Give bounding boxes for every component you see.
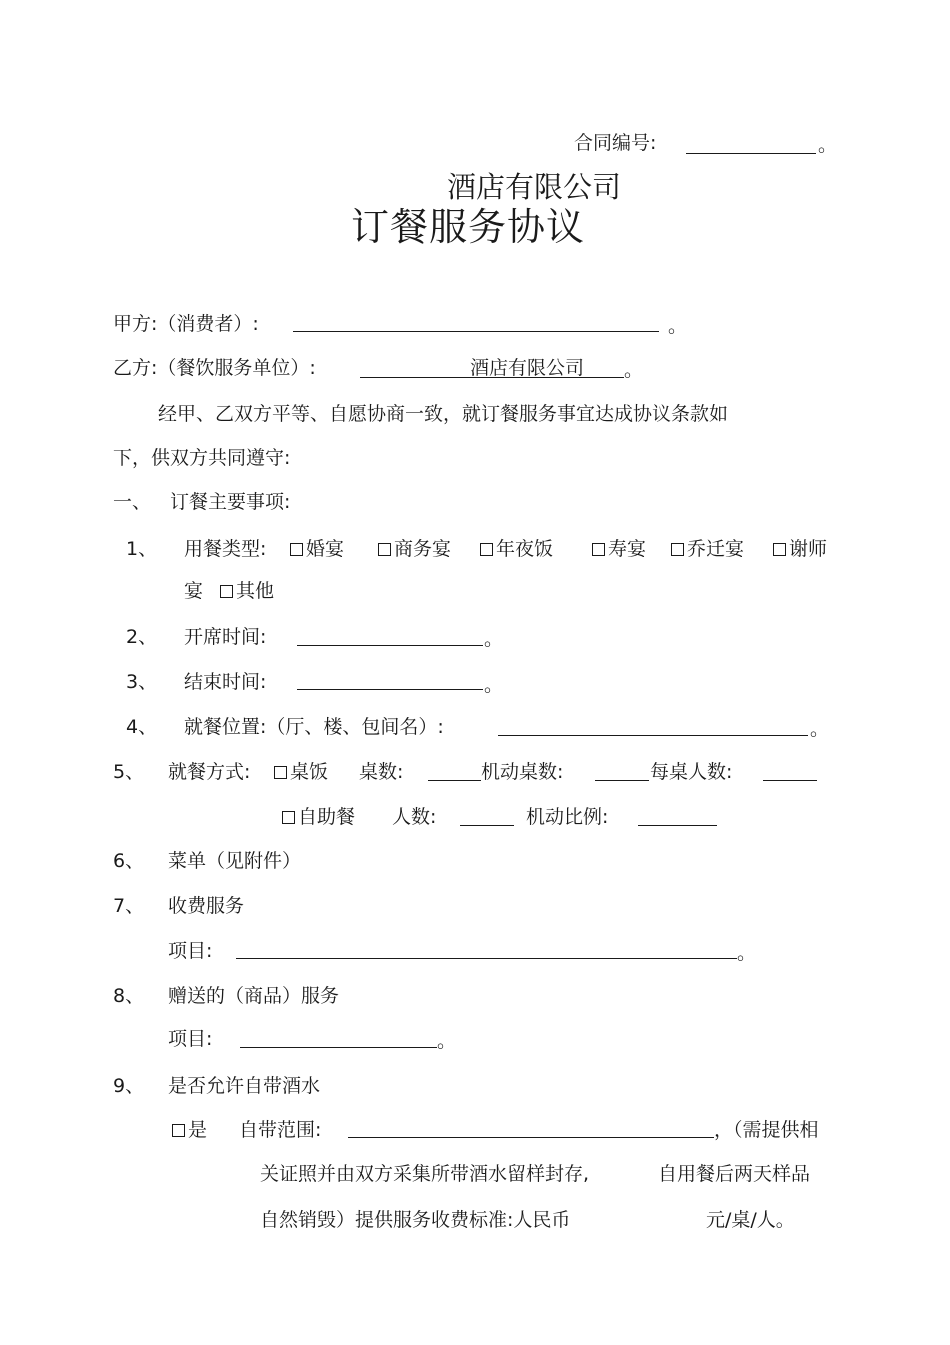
party-b-value: 酒店有限公司 [470, 357, 585, 379]
meal-type-continuation: 宴 [184, 580, 204, 602]
item-4-number: 4、 [126, 716, 158, 738]
tables-label: 桌数: [359, 761, 404, 783]
party-a-label: 甲方:（消费者）: [113, 313, 259, 335]
checkbox-icon [172, 1124, 185, 1137]
complimentary-services-item-label: 项目: [168, 1028, 213, 1050]
paid-services-item-label: 项目: [168, 940, 213, 962]
party-b-end: 。 [624, 359, 644, 381]
spare-ratio-label: 机动比例: [526, 806, 609, 828]
checkbox-icon [220, 585, 233, 598]
checkbox-icon [282, 811, 295, 824]
end-time-field[interactable] [297, 689, 483, 690]
paid-services-end: 。 [737, 942, 757, 964]
item-8-number: 8、 [113, 985, 145, 1007]
item-1-number: 1、 [126, 538, 158, 560]
complimentary-services-end: 。 [437, 1030, 457, 1052]
people-field[interactable] [460, 825, 514, 826]
item-6-number: 6、 [113, 850, 145, 872]
dining-location-label: 就餐位置:（厅、楼、包间名）: [184, 716, 444, 738]
contract-number-end: 。 [818, 134, 838, 156]
meal-type-option-housewarming[interactable]: 乔迁宴 [671, 537, 744, 561]
beverage-scope-note-2b: 自用餐后两天样品 [658, 1163, 811, 1185]
party-a-field[interactable] [293, 331, 659, 332]
people-label: 人数: [392, 806, 437, 828]
item-3-number: 3、 [126, 671, 158, 693]
checkbox-icon [290, 543, 303, 556]
contract-number-field[interactable] [686, 153, 816, 154]
party-b-underline [360, 377, 624, 378]
menu-label: 菜单（见附件） [168, 850, 302, 872]
own-beverages-label: 是否允许自带酒水 [168, 1075, 321, 1097]
meal-type-option-new-year-eve[interactable]: 年夜饭 [480, 537, 553, 561]
beverage-scope-note-1: ，（需提供相 [714, 1119, 819, 1141]
checkbox-icon [480, 543, 493, 556]
tables-field[interactable] [428, 780, 481, 781]
complimentary-services-item-field[interactable] [240, 1047, 437, 1048]
item-2-number: 2、 [126, 626, 158, 648]
meal-type-option-birthday[interactable]: 寿宴 [592, 537, 646, 561]
document-title: 订餐服务协议 [351, 205, 586, 249]
section-1-number: 一、 [113, 491, 152, 513]
company-name-heading: 酒店有限公司 [447, 170, 622, 204]
dining-location-field[interactable] [498, 735, 808, 736]
beverage-fee-label: 自然销毁）提供服务收费标准:人民币 [260, 1209, 571, 1231]
start-time-field[interactable] [297, 645, 483, 646]
contract-number-label: 合同编号: [574, 132, 657, 154]
checkbox-icon [274, 766, 287, 779]
intro-line-1: 经甲、乙双方平等、自愿协商一致，就订餐服务事宜达成协议条款如 [158, 403, 729, 425]
beverage-scope-field[interactable] [348, 1137, 714, 1138]
item-7-number: 7、 [113, 895, 145, 917]
paid-services-label: 收费服务 [168, 895, 245, 917]
meal-type-option-other[interactable]: 其他 [220, 579, 274, 603]
paid-services-item-field[interactable] [236, 958, 737, 959]
dining-style-option-table[interactable]: 桌饭 [274, 760, 328, 784]
spare-ratio-field[interactable] [638, 825, 717, 826]
spare-tables-field[interactable] [595, 780, 649, 781]
beverage-fee-unit: 元/桌/人。 [706, 1209, 795, 1231]
checkbox-icon [592, 543, 605, 556]
beverage-scope-label: 自带范围: [239, 1119, 322, 1141]
dining-style-label: 就餐方式: [168, 761, 251, 783]
section-1-title: 订餐主要事项: [170, 491, 291, 513]
checkbox-icon [671, 543, 684, 556]
party-a-end: 。 [668, 315, 688, 337]
own-beverages-option-yes[interactable]: 是 [172, 1118, 207, 1142]
item-9-number: 9、 [113, 1075, 145, 1097]
checkbox-icon [378, 543, 391, 556]
end-time-label: 结束时间: [184, 671, 267, 693]
beverage-scope-note-2a: 关证照并由双方采集所带酒水留样封存, [260, 1163, 590, 1185]
checkbox-icon [773, 543, 786, 556]
start-time-end: 。 [484, 628, 504, 650]
dining-location-end: 。 [810, 718, 830, 740]
item-5-number: 5、 [113, 761, 145, 783]
meal-type-option-wedding[interactable]: 婚宴 [290, 537, 344, 561]
meal-type-label: 用餐类型: [184, 538, 267, 560]
meal-type-option-thank-teacher[interactable]: 谢师 [773, 537, 827, 561]
spare-tables-label: 机动桌数: [481, 761, 564, 783]
per-table-field[interactable] [763, 780, 817, 781]
complimentary-services-label: 赠送的（商品）服务 [168, 985, 340, 1007]
end-time-end: 。 [484, 674, 504, 696]
intro-line-2: 下，供双方共同遵守: [113, 447, 291, 469]
meal-type-option-business[interactable]: 商务宴 [378, 537, 451, 561]
start-time-label: 开席时间: [184, 626, 267, 648]
per-table-label: 每桌人数: [650, 761, 733, 783]
party-b-label: 乙方:（餐饮服务单位）: [113, 357, 316, 379]
dining-style-option-buffet[interactable]: 自助餐 [282, 805, 355, 829]
